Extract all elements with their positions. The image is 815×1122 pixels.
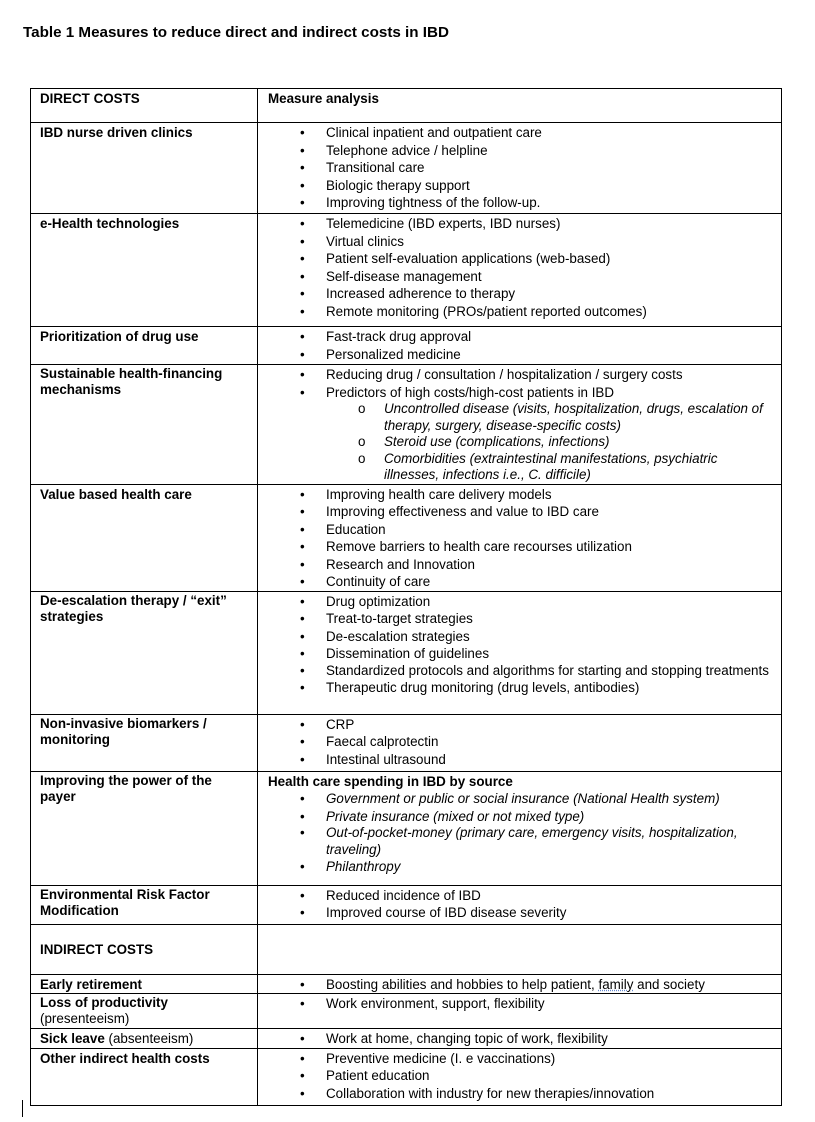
bullet-glyph: • (300, 268, 305, 284)
row-label: Sustainable health-financing mechanisms (31, 365, 258, 485)
bullet-glyph: • (300, 539, 305, 554)
list-item: • Work environment, support, flexibility (300, 996, 545, 1011)
bullet-glyph: • (300, 680, 305, 695)
bullet-list (268, 976, 773, 994)
table-row (31, 365, 782, 485)
row-measures (258, 714, 782, 771)
bullet-glyph: • (300, 177, 305, 193)
row-measures (258, 123, 782, 214)
bullet-glyph: • (300, 216, 305, 231)
bullet-list (268, 790, 773, 876)
list-item: • Reducing drug / consultation / hospitalization / surgery costs (300, 367, 683, 382)
row-label: Improving the power of the payer (31, 771, 258, 885)
row-label: e-Health technologies (31, 214, 258, 327)
list-item: • Self-disease management (300, 268, 482, 284)
measures-subheading: Health care spending in IBD by source (268, 773, 513, 789)
row-label: Non-invasive biomarkers / monitoring (31, 714, 258, 771)
sub-bullet-glyph: o (358, 434, 366, 449)
bullet-glyph: • (300, 1031, 305, 1046)
bullet-glyph: • (300, 195, 305, 210)
bullet-list (268, 593, 773, 697)
bullet-list (268, 995, 773, 1013)
bullet-glyph: • (300, 286, 305, 301)
list-item: • Transitional care (300, 160, 425, 175)
sub-bullet-glyph: o (358, 450, 366, 466)
list-item: • Patient self-evaluation applications (web-based) (300, 251, 611, 266)
bullet-list (268, 1030, 773, 1048)
bullet-glyph: • (300, 233, 305, 249)
bullet-glyph: • (300, 486, 305, 502)
row-measures (258, 1029, 782, 1049)
list-item: • Biologic therapy support (300, 177, 470, 193)
bullet-glyph: • (300, 251, 305, 266)
indirect-costs-header-row (31, 924, 782, 974)
table-row (31, 974, 782, 994)
table-row (31, 123, 782, 214)
table-row (31, 1029, 782, 1049)
list-item: • Improving health care delivery models (300, 486, 552, 502)
row-measures (258, 214, 782, 327)
header-direct-costs: DIRECT COSTS (31, 89, 258, 123)
list-item: • Improving effectiveness and value to IBD care (300, 504, 599, 519)
row-measures (258, 885, 782, 924)
list-item: • Improved course of IBD disease severity (300, 905, 567, 920)
bullet-glyph: • (300, 142, 305, 158)
row-label: Environmental Risk Factor Modification (31, 885, 258, 924)
bullet-glyph: • (300, 859, 305, 874)
bullet-glyph: • (300, 825, 305, 840)
bullet-glyph: • (300, 905, 305, 920)
bullet-glyph: • (300, 346, 305, 362)
bullet-glyph: • (300, 329, 305, 344)
list-item: • Virtual clinics (300, 233, 404, 249)
bullet-glyph: • (300, 504, 305, 519)
list-item: • Work at home, changing topic of work, flexibility (300, 1031, 608, 1046)
list-item: • Research and Innovation (300, 556, 475, 572)
bullet-list (268, 215, 773, 320)
bullet-glyph: • (300, 1085, 305, 1101)
table-header-row (31, 89, 782, 123)
list-item: • Continuity of care (300, 574, 431, 589)
bullet-glyph: • (300, 662, 305, 678)
table-row (31, 484, 782, 591)
bullet-glyph: • (300, 384, 305, 400)
table-row (31, 214, 782, 327)
bullet-list (268, 366, 773, 484)
bullet-glyph: • (300, 976, 305, 992)
row-measures (258, 1048, 782, 1105)
table-row (31, 327, 782, 365)
list-item: • Education (300, 521, 386, 537)
sub-bullet-glyph: o (358, 401, 366, 416)
bullet-glyph: • (300, 1068, 305, 1083)
bullet-glyph: • (300, 160, 305, 175)
indirect-costs-heading: INDIRECT COSTS (31, 924, 258, 974)
row-measures (258, 994, 782, 1029)
table-row (31, 994, 782, 1029)
list-item: • Out-of-pocket-money (primary care, emergency visits, hospitalization, traveling) (300, 825, 738, 857)
row-measures (258, 974, 782, 994)
row-label: Value based health care (31, 484, 258, 591)
bullet-list (268, 887, 773, 922)
table-row (31, 714, 782, 771)
empty-cell (258, 924, 782, 974)
list-item: • Drug optimization (300, 593, 431, 609)
list-item: • Telephone advice / helpline (300, 142, 488, 158)
list-item: • Preventive medicine (I. e vaccinations) (300, 1050, 556, 1066)
list-item: • Boosting abilities and hobbies to help patient, family and society (300, 976, 705, 992)
row-label: Other indirect health costs (31, 1048, 258, 1105)
bullet-glyph: • (300, 646, 305, 661)
bullet-glyph: • (300, 996, 305, 1011)
list-item: • Predictors of high costs/high-cost patients in IBD (300, 384, 615, 400)
row-measures (258, 771, 782, 885)
list-item: • Improving tightness of the follow-up. (300, 195, 541, 210)
table-row (31, 885, 782, 924)
table-row (31, 771, 782, 885)
list-item: • Increased adherence to therapy (300, 286, 516, 301)
row-measures (258, 484, 782, 591)
table-row (31, 591, 782, 714)
list-item: • Government or public or social insurance (National Health system) (300, 791, 720, 806)
sub-list-item: o Steroid use (complications, infections) (358, 434, 610, 449)
sub-list-item: o Uncontrolled disease (visits, hospitalization, drugs, escalation of therapy, surgery, disease-specific costs) (358, 401, 763, 433)
list-item: • Faecal calprotectin (300, 734, 439, 749)
list-item: • Remove barriers to health care recourses utilization (300, 539, 632, 554)
measures-table (30, 88, 782, 1106)
list-item: • Private insurance (mixed or not mixed type) (300, 808, 585, 824)
bullet-glyph: • (300, 808, 305, 824)
row-measures (258, 365, 782, 485)
table-title: Table 1 Measures to reduce direct and indirect costs in IBD (23, 24, 449, 41)
bullet-glyph: • (300, 521, 305, 537)
bullet-list (268, 1050, 773, 1103)
list-item: • Patient education (300, 1068, 430, 1083)
list-item: • Standardized protocols and algorithms for starting and stopping treatments (300, 662, 769, 678)
sub-list-item: o Comorbidities (extraintestinal manifestations, psychiatric illnesses, infections i.e., C. difficile) (358, 450, 718, 482)
bullet-glyph: • (300, 716, 305, 732)
row-measures (258, 591, 782, 714)
list-item: • Reduced incidence of IBD (300, 887, 481, 903)
bullet-glyph: • (300, 367, 305, 382)
bullet-glyph: • (300, 751, 305, 767)
list-item: • Philanthropy (300, 859, 401, 874)
bullet-list (268, 716, 773, 769)
bullet-list (268, 486, 773, 591)
list-item: • Treat-to-target strategies (300, 611, 473, 626)
spellcheck-underlined-word: family (598, 976, 634, 992)
row-label: Loss of productivity (presenteeism) (31, 994, 258, 1029)
list-item: • Fast-track drug approval (300, 329, 472, 344)
bullet-glyph: • (300, 303, 305, 319)
row-label: Prioritization of drug use (31, 327, 258, 365)
text-cursor (22, 1100, 23, 1117)
bullet-list (268, 124, 773, 212)
row-label: Sick leave (absenteeism) (31, 1029, 258, 1049)
row-label: De-escalation therapy / “exit” strategies (31, 591, 258, 714)
bullet-glyph: • (300, 628, 305, 644)
list-item: • Intestinal ultrasound (300, 751, 446, 767)
list-item: • Remote monitoring (PROs/patient reported outcomes) (300, 303, 647, 319)
list-item: • Collaboration with industry for new therapies/innovation (300, 1085, 655, 1101)
bullet-glyph: • (300, 887, 305, 903)
row-label: Early retirement (31, 974, 258, 994)
list-item: • Therapeutic drug monitoring (drug levels, antibodies) (300, 680, 640, 695)
bullet-glyph: • (300, 611, 305, 626)
header-measure-analysis: Measure analysis (258, 89, 782, 123)
list-item: • Telemedicine (IBD experts, IBD nurses) (300, 216, 561, 231)
bullet-glyph: • (300, 734, 305, 749)
bullet-glyph: • (300, 593, 305, 609)
row-label: IBD nurse driven clinics (31, 123, 258, 214)
list-item: • CRP (300, 716, 355, 732)
row-measures (258, 327, 782, 365)
bullet-glyph: • (300, 791, 305, 806)
table-row (31, 1048, 782, 1105)
list-item: • De-escalation strategies (300, 628, 470, 644)
bullet-glyph: • (300, 556, 305, 572)
bullet-glyph: • (300, 1050, 305, 1066)
list-item: • Clinical inpatient and outpatient care (300, 125, 542, 140)
bullet-glyph: • (300, 125, 305, 140)
bullet-glyph: • (300, 574, 305, 589)
list-item: • Dissemination of guidelines (300, 646, 490, 661)
list-item: • Personalized medicine (300, 346, 461, 362)
bullet-list (268, 328, 773, 363)
